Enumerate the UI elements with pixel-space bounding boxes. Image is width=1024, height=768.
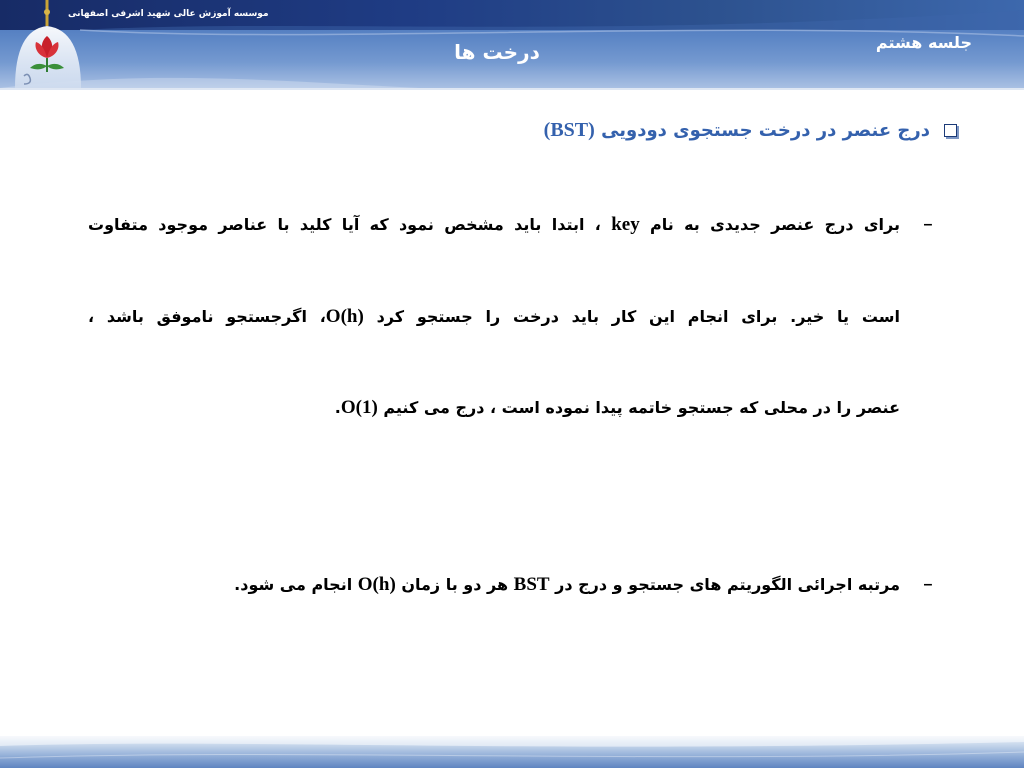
text-run: هر دو با زمان (395, 575, 514, 594)
bullet-dash: – (923, 576, 933, 593)
latin-term: O(h) (357, 574, 396, 595)
latin-term: BST (513, 574, 550, 595)
text-run: ، اگرجستجو ناموفق باشد ، (88, 307, 326, 326)
session-label: جلسه هشتم (875, 33, 972, 52)
institution-name: موسسه آموزش عالی شهید اشرفی اصفهانی (68, 9, 269, 19)
text-run: انجام می شود. (234, 575, 358, 594)
header-divider (0, 88, 1024, 90)
slide-title: درخت ها (454, 40, 540, 64)
heading-latin-term: (BST) (543, 119, 595, 141)
footer-wave-decoration (0, 736, 1024, 768)
paragraph-1-line-1 (88, 212, 900, 238)
text-run: مرتبه اجرائی الگوریتم های جستجو و درج در (549, 575, 900, 594)
latin-term: O(1) (340, 397, 378, 418)
text-run: . (334, 398, 341, 417)
latin-term: key (611, 214, 640, 235)
paragraph-2-line-1 (88, 572, 900, 598)
text-run: است یا خیر. برای انجام این کار باید درخت را جستجو کرد (363, 307, 900, 326)
section-heading (544, 116, 930, 145)
text-run: ، ابتدا باید مشخص نمود که آیا کلید با عناصر موجود متفاوت (88, 215, 612, 234)
bullet-dash: – (923, 216, 933, 233)
paragraph-1-line-3 (88, 395, 900, 421)
paragraph-1-line-2 (88, 304, 900, 330)
latin-term: O(h) (325, 306, 364, 327)
text-run: برای درج عنصر جدیدی به نام (639, 215, 900, 234)
text-run: عنصر را در محلی که جستجو خاتمه پیدا نموده است ، درج می کنیم (377, 398, 900, 417)
heading-text: درج عنصر در درخت جستجوی دودویی (594, 120, 930, 141)
checkbox-bullet-icon (944, 124, 957, 137)
